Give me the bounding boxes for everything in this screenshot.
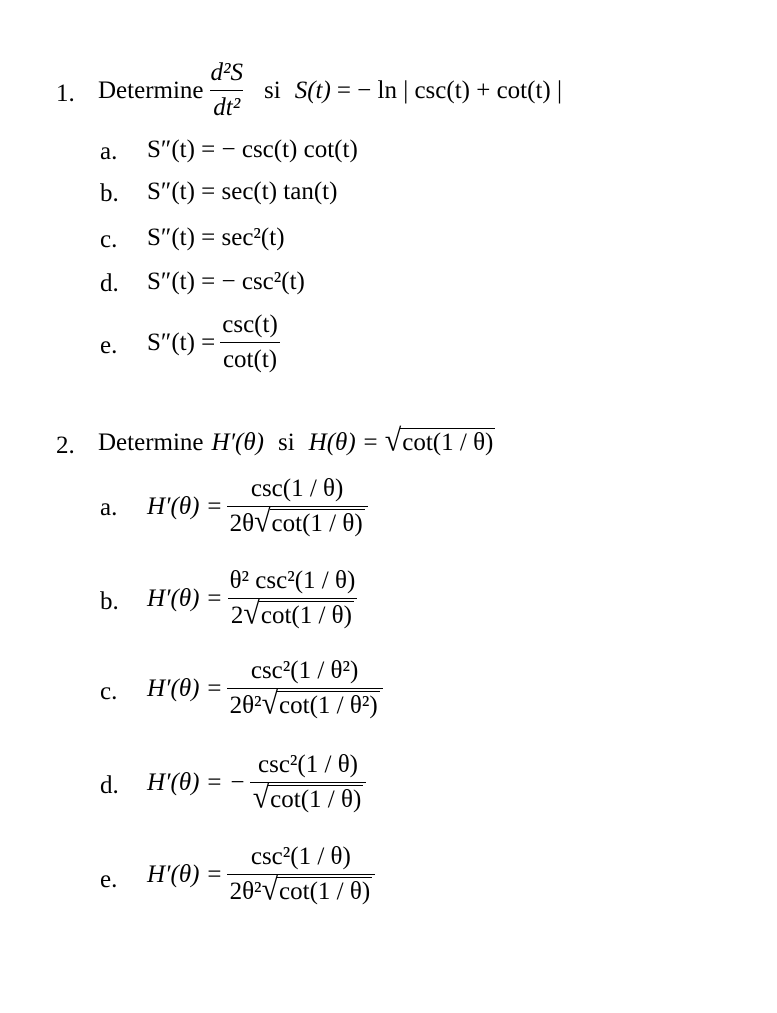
option-fraction [219, 310, 281, 375]
option-letter: a. [100, 494, 118, 521]
target-derivative: H′(θ) [211, 428, 264, 456]
denominator-prefix: 2θ² [229, 878, 262, 905]
fraction-numerator: θ² csc²(1 / θ) [229, 567, 356, 594]
given-function-lhs: S(t) [294, 76, 331, 104]
option-fraction [227, 656, 383, 721]
option-fraction [227, 474, 368, 539]
option-letter: e. [100, 332, 118, 359]
radical-sign: √ [252, 780, 270, 815]
radical-sign: √ [384, 423, 402, 458]
square-root [252, 780, 364, 815]
option-a-expression [147, 474, 372, 539]
option-b-expression: S″(t) = sec(t) tan(t) [147, 178, 338, 205]
question-number: 1. [56, 80, 75, 107]
radicand: cot(1 / θ²) [279, 692, 378, 719]
option-letter: a. [100, 138, 118, 165]
option-fraction [227, 566, 359, 631]
option-a-expression: S″(t) = − csc(t) cot(t) [147, 136, 358, 163]
option-lhs: H′(θ) = [147, 860, 223, 888]
fraction-denominator [227, 688, 383, 721]
option-c-expression: S″(t) = sec²(t) [147, 224, 285, 251]
given-function-lhs: H(θ) = [308, 428, 379, 456]
radical-sign: √ [261, 686, 279, 721]
radicand: cot(1 / θ) [402, 429, 494, 456]
option-lhs: H′(θ) = [147, 584, 223, 612]
si-text: si [264, 76, 281, 104]
denominator-prefix: 2θ [229, 510, 255, 537]
denominator-prefix: 2θ² [229, 692, 262, 719]
option-lhs: H′(θ) = [147, 674, 223, 702]
option-c-expression [147, 656, 387, 721]
square-root [243, 596, 354, 631]
fraction-numerator: d²S [210, 59, 244, 86]
option-letter: d. [100, 772, 119, 799]
fraction-numerator: csc(t) [222, 311, 278, 338]
option-e-expression [147, 310, 285, 375]
radicand: cot(1 / θ) [260, 602, 352, 629]
question-number: 2. [56, 432, 75, 459]
square-root [261, 872, 373, 907]
fraction-numerator: csc²(1 / θ) [250, 843, 351, 870]
fraction-numerator: csc(1 / θ) [250, 475, 344, 502]
fraction-denominator: cot(t) [220, 342, 280, 375]
option-letter: c. [100, 678, 118, 705]
radical-sign: √ [261, 872, 279, 907]
option-fraction [227, 842, 376, 907]
option-d-expression [147, 750, 370, 815]
fraction-denominator: dt² [210, 90, 243, 123]
radicand: cot(1 / θ) [270, 786, 362, 813]
fraction-numerator: csc²(1 / θ) [258, 751, 358, 778]
derivative-fraction [208, 58, 247, 123]
option-b-expression [147, 566, 362, 631]
option-lhs: S″(t) = [147, 328, 216, 356]
question-2-prompt [98, 423, 495, 458]
radical-sign: √ [254, 504, 271, 539]
option-e-expression [147, 842, 379, 907]
given-function-rhs: = − ln | csc(t) + cot(t) | [336, 76, 562, 104]
prompt-text: Determine [98, 428, 204, 456]
option-letter: b. [100, 180, 119, 207]
radicand: cot(1 / θ) [279, 878, 371, 905]
option-letter: c. [100, 226, 118, 253]
square-root [261, 686, 380, 721]
option-letter: e. [100, 866, 118, 893]
option-letter: d. [100, 270, 119, 297]
fraction-denominator [227, 874, 376, 907]
prompt-text: Determine [98, 76, 204, 104]
option-lhs: H′(θ) = − [147, 768, 246, 796]
option-letter: b. [100, 588, 119, 615]
square-root [384, 423, 496, 458]
fraction-denominator [227, 506, 368, 539]
option-fraction [250, 750, 367, 815]
si-text: si [277, 428, 295, 456]
radicand: cot(1 / θ) [271, 510, 363, 537]
denominator-prefix: 2 [230, 602, 244, 629]
option-lhs: H′(θ) = [147, 492, 223, 520]
option-d-expression: S″(t) = − csc²(t) [147, 268, 305, 295]
fraction-numerator: csc²(1 / θ²) [250, 657, 359, 684]
radical-sign: √ [243, 596, 260, 631]
square-root [254, 504, 365, 539]
fraction-denominator [250, 782, 367, 815]
fraction-denominator [228, 598, 357, 631]
question-1-prompt [98, 58, 562, 123]
